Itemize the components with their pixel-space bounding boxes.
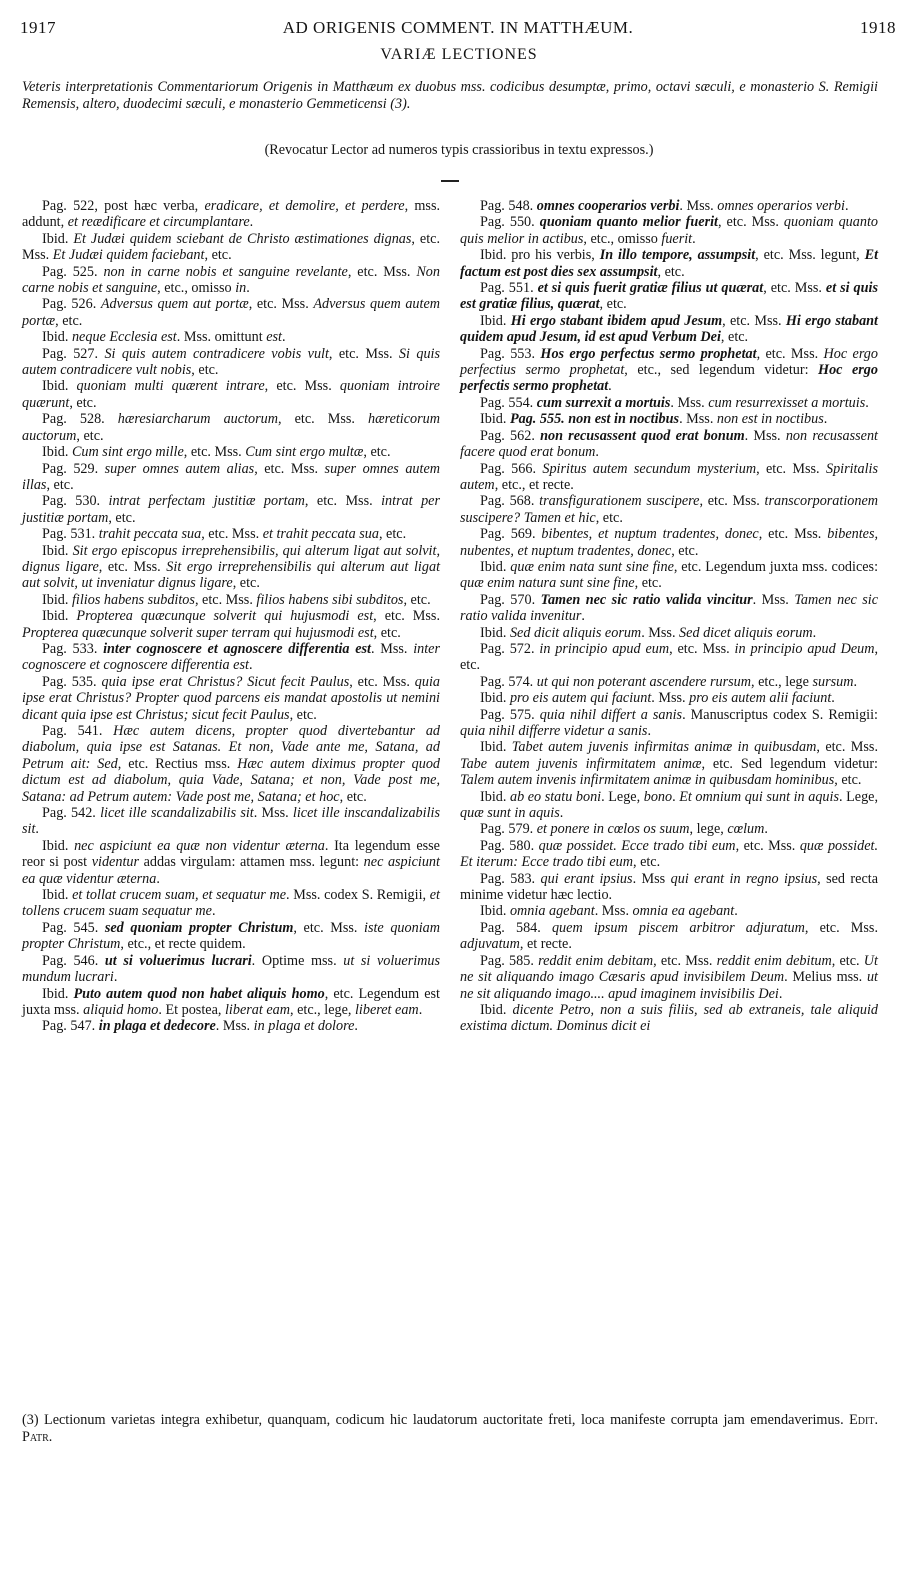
variant-entry: Pag. 551. et si quis fuerit gratiæ filius ut quærat, etc. Mss. et si quis est gratiæ filius, quærat, etc. [460,280,878,313]
variant-entry: Pag. 553. Hos ergo perfectus sermo prophetat, etc. Mss. Hoc ergo perfectius sermo prophetat, etc., sed legendum videtur: Hoc ergo perfectis sermo prophetat. [460,345,878,395]
variant-entry: Pag. 580. quæ possidet. Ecce trado tibi eum, etc. Mss. quæ possidet. Et iterum: Ecce trado tibi eum, etc. [460,837,879,871]
variant-entry: Ibid. ab eo statu boni. Lege, bono. Et omnium qui sunt in aquis. Lege, quæ sunt in aquis. [460,788,879,822]
right-page-number: 1918 [860,18,896,37]
variant-entry: Pag. 531. trahit peccata sua, etc. Mss. et trahit peccata sua, etc. [42,526,407,543]
variant-entry: Ibid. pro eis autem qui faciunt. Mss. pro eis autem alii faciunt. [480,690,835,707]
variant-entry: Pag. 575. quia nihil differt a sanis. Manuscriptus codex S. Remigii: quia nihil differre videtur a sanis. [460,706,878,739]
variant-entry: Pag. 583. qui erant ipsius. Mss qui erant in regno ipsius, sed recta minime videtur hæc lectio. [460,870,878,904]
variant-entry: Pag. 566. Spiritus autem secundum mysterium, etc. Mss. Spiritalis autem, etc., et recte. [460,460,879,493]
variant-entry: Pag. 584. quem ipsum piscem arbitror adjuratum, etc. Mss. adjuvatum, et recte. [460,919,878,953]
variant-entry: Ibid. omnia agebant. Mss. omnia ea agebant. [480,903,738,920]
variant-entry: Pag. 548. omnes cooperarios verbi. Mss. omnes operarios verbi. [480,198,849,214]
variant-entry: Pag. 545. sed quoniam propter Christum, etc. Mss. iste quoniam propter Christum, etc., et recte quidem. [22,919,440,953]
variant-entry: Pag. 550. quoniam quanto melior fuerit, etc. Mss. quoniam quanto quis melior in actibus, etc., omisso fuerit. [460,214,878,247]
running-title: AD ORIGENIS COMMENT. IN MATTHÆUM. [282,18,634,37]
variant-entry: Ibid. neque Ecclesia est. Mss. omittunt est. [42,329,286,346]
separator-rule [441,180,459,182]
variant-entry: Ibid. filios habens subditos, etc. Mss. filios habens sibi subditos, etc. [42,591,431,608]
variant-entry: Pag. 546. ut si voluerimus lucrari. Optime mss. ut si voluerimus mundum lucrari. [22,952,441,986]
variant-entry: Ibid. pro his verbis, In illo tempore, assumpsit, etc. Mss. legunt, Et factum est post dies sex assumpsit, etc. [460,247,879,280]
variant-entry: Ibid. quæ enim nata sunt sine fine, etc. Legendum juxta mss. codices: quæ enim natura sunt sine fine, etc. [460,558,879,592]
variant-entry: Pag. 568. transfigurationem suscipere, etc. Mss. transcorporationem suscipere? Tamen et hic, etc. [460,493,879,526]
variant-entry: Ibid. Hi ergo stabant ibidem apud Jesum, etc. Mss. Hi ergo stabant quidem apud Jesum, id est apud Verbum Dei, etc. [460,312,879,346]
variant-entry: Pag. 529. super omnes autem alias, etc. Mss. super omnes autem illas, etc. [22,460,440,493]
variant-entry: Ibid. Et Judæi quidem sciebant de Christo æstimationes dignas, etc. Mss. Et Judæi quidem faciebant, etc. [22,230,440,264]
variant-entry: Ibid. Propterea quæcunque solverit qui hujusmodi est, etc. Mss. Propterea quæcunque solverit super terram qui hujusmodi est, etc. [22,608,440,641]
variant-entry: Ibid. Sit ergo episcopus irreprehensibilis, qui alterum ligat aut solvit, dignus ligare, etc. Mss. Sit ergo irreprehensibilis qui alterum aut ligat aut solvit, ut inveniatur dignus ligare, etc. [22,542,441,592]
footnote-text: (3) Lectionum varietas integra exhibetur, quanquam, codicum hic laudatorum auctoritate freti, loca manifeste corrupta jam emendaverimus. [22,1412,844,1428]
recall-note: (Revocatur Lector ad numeros typis crassioribus in textu expressos.) [264,142,654,158]
variant-entry: Pag. 528. hæresiarcharum auctorum, etc. Mss. hæreticorum auctorum, etc. [22,411,440,444]
variant-entry: Ibid. et tollat crucem suam, et sequatur me. Mss. codex S. Remigii, et tollens crucem suam sequatur me. [22,887,440,920]
variant-entry: Pag. 525. non in carne nobis et sanguine revelante, etc. Mss. Non carne nobis et sanguine, etc., omisso in. [22,263,440,297]
left-column [22,198,440,1035]
left-page-number: 1917 [20,18,56,37]
section-title: VARIÆ LECTIONES [380,46,538,63]
variant-entry: Pag. 562. non recusassent quod erat bonum. Mss. non recusassent facere quod erat bonum. [460,427,878,461]
variant-entry: Pag. 542. licet ille scandalizabilis sit. Mss. licet ille inscandalizabilis sit. [22,805,440,838]
variant-entry: Pag. 569. bibentes, et nuptum tradentes, donec, etc. Mss. bibentes, nubentes, et nuptum tradentes, donec, etc. [460,526,879,559]
intro-paragraph: Veteris interpretationis Commentariorum Origenis in Matthæum ex duobus mss. codicibus desumptæ, primo, octavi sæculi, e monasterio S. Remigii Remensis, altero, duodecimi sæculi, e monasterio Gemmeticensi (3). [22,79,878,112]
variant-entry: Ibid. Cum sint ergo mille, etc. Mss. Cum sint ergo multæ, etc. [42,444,391,461]
variant-entry: Ibid. Tabet autem juvenis infirmitas animæ in quibusdam, etc. Mss. Tabe autem juvenis infirmitatem animæ, etc. Sed legendum videtur: Talem autem invenis infirmitatem animæ in quibusdam hominibus, etc. [460,739,878,789]
variant-entry: Pag. 547. in plaga et dedecore. Mss. in plaga et dolore. [42,1018,358,1035]
variant-entry: Pag. 579. et ponere in cœlos os suum, lege, cœlum. [480,821,768,838]
variant-entry: Ibid. Puto autem quod non habet aliquis homo, etc. Legendum est juxta mss. aliquid homo. Et postea, liberat eam, etc., lege, liberet eam. [22,985,440,1018]
variant-entry: Pag. 533. inter cognoscere et agnoscere differentia est. Mss. inter cognoscere et cognoscere differentia est. [22,640,440,674]
variant-entry: Ibid. nec aspiciunt ea quæ non videntur æterna. Ita legendum esse reor si post videntur addas virgulam: attamen mss. legunt: nec aspiciunt ea quæ videntur æterna. [22,837,440,887]
variant-entry: Pag. 527. Si quis autem contradicere vobis vult, etc. Mss. Si quis autem contradicere vult nobis, etc. [22,345,440,379]
variant-entry: Pag. 530. intrat perfectam justitiæ portam, etc. Mss. intrat per justitiæ portam, etc. [22,493,440,526]
variant-entry: Ibid. quoniam multi quærent intrare, etc. Mss. quoniam introire quærunt, etc. [22,378,440,411]
variant-entry: Pag. 572. in principio apud eum, etc. Mss. in principio apud Deum, etc. [460,640,879,674]
footnote-signature: Edit. Patr. [22,1412,878,1445]
variant-entry: Ibid. dicente Petro, non a suis filiis, sed ab extraneis, tale aliquid existima dictum. Dominus dicit ei [460,1001,878,1035]
running-header [20,18,896,42]
variant-entry: Pag. 574. ut qui non poterant ascendere rursum, etc., lege sursum. [480,673,857,690]
variant-entry: Pag. 535. quia ipse erat Christus? Sicut fecit Paulus, etc. Mss. quia ipse erat Christus? Propter quod parcens eis mandat apostolis ut nemini dicant quia ipse est Christus; sicut fecit Paulus, etc. [22,673,440,723]
variant-entry: Pag. 526. Adversus quem aut portæ, etc. Mss. Adversus quem autem portæ, etc. [22,296,440,329]
variant-entry: Ibid. Pag. 555. non est in noctibus. Mss. non est in noctibus. [480,411,828,428]
variant-entry: Ibid. Sed dicit aliquis eorum. Mss. Sed dicet aliquis eorum. [480,624,817,641]
variant-entry: Pag. 585. reddit enim debitam, etc. Mss. reddit enim debitum, etc. Ut ne sit aliquando imago Cæsaris apud invisibilem Deum. Melius mss. ut ne sit aliquando imago.... apud imaginem invisibilis Dei. [460,952,878,1002]
variant-entry: Pag. 554. cum surrexit a mortuis. Mss. cum resurrexisset a mortuis. [480,394,869,411]
right-column [460,198,878,1035]
footnote [22,1412,878,1446]
variant-entry: Pag. 541. Hæc autem dicens, propter quod divertebantur ad diabolum, quia ipse est Satanas. Et non, Vade ante me, Satana, ad Petrum ait: Sed, etc. Rectius mss. Hæc autem diximus propter quod dictum est ad diabolum, quia Vade, Satana; et non, Vade post me, Satana: ad Petrum autem: Vade post me, Satana; et hoc, etc. [22,723,441,805]
variant-entry: Pag. 522, post hæc verba, eradicare, et demolire, et perdere, mss. addunt, et reædificare et circumplantare. [22,198,441,231]
variant-entry: Pag. 570. Tamen nec sic ratio valida vincitur. Mss. Tamen nec sic ratio valida invenitur. [460,591,879,625]
